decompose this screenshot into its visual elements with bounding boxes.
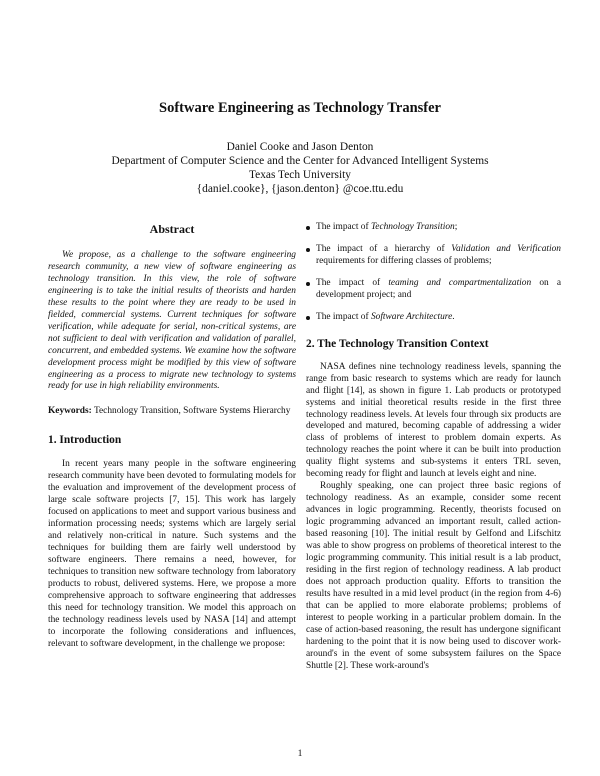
- section-1-text: In recent years many people in the software engineering research community have been devoted to formulating models for the evaluation and improvement of the development process of large scale software projects [7, 15]. This work has largely focused on applications to meet and support various business and information processing needs; systems which are largely serial and relatively non-critical in nature. Such systems and the techniques for building them are fairly well understood by software engineers. There remains a need, however, for techniques to transition new software technology from laboratory products to robust, delivered systems. Here, we propose a more comprehensive approach to software engineering that addresses this need for technology transition. We model this approach on the technology readiness levels used by NASA [14] and attempt to incorporate the following considerations and influences, relevant to software development, in the challenge we propose:: [48, 459, 296, 649]
- section-2-heading: 2. The Technology Transition Context: [306, 337, 489, 350]
- right-column: [306, 222, 561, 673]
- paper-title: Software Engineering as Technology Transfer: [159, 100, 441, 116]
- page-number: 1: [297, 748, 303, 759]
- section-2-para-2: Roughly speaking, one can project three basic regions of technology readiness. As an example, consider some recent advances in logic programming. Recently, theorists focused on logic programming advanced an important result, called action-based reasoning [10]. The initial result by Gelfond and Lifschitz was able to show progress on problems of theoretical interest to the logic programming community. This initial result is a lab product, residing in the first region of technology readiness. A lab product does not approach production quality. Efforts to transition the results have resulted in a mid level product (in the region from 4-6) that can be applied to more elaborate problems; problems of interest to people working in a particular problem domain. In the case of action-based reasoning, the result has undergone significant hardening to the point that it is now being used to discover work-around's in the event of some subsystem failures on the Space Shuttle [2]. These work-around's: [306, 481, 561, 671]
- bullet-icon: [306, 282, 310, 286]
- bullet-icon: [306, 248, 310, 252]
- author-names: Daniel Cooke and Jason Denton: [226, 141, 374, 153]
- list-item: The impact of Technology Transition;: [306, 222, 561, 234]
- keywords: [48, 405, 296, 417]
- list-item: The impact of a hierarchy of Validation and Verification requirements for differing classes of problems;: [306, 244, 561, 268]
- section-1-heading: 1. Introduction: [48, 434, 122, 447]
- bullet-list: [306, 222, 561, 324]
- list-item: The impact of Software Architecture.: [306, 312, 561, 324]
- bullet-icon: [306, 226, 310, 230]
- author-block: [0, 140, 600, 196]
- abstract-heading: Abstract: [149, 222, 195, 236]
- author-department: Department of Computer Science and the Center for Advanced Intelligent Systems: [111, 155, 489, 167]
- left-column: [48, 222, 296, 651]
- section-2-para-1: NASA defines nine technology readiness levels, spanning the range from basic research to systems which are ready for launch and flight [14], as shown in figure 1. Lab products or prototyped systems and initial theoretical results reside in the first three technology readiness levels. At levels four through six products are developed and matured, becoming capable of addressing a wider class of problems of interest to problem domain experts. As technology reaches the point where it can be built into production quality flight systems and sub-systems it enters TRL seven, becoming ready for flight and launch at levels eight and nine.: [306, 361, 561, 480]
- author-emails: {daniel.cooke}, {jason.denton} @coe.ttu.edu: [196, 183, 404, 195]
- keywords-label: Keywords:: [48, 406, 92, 417]
- keywords-text: Technology Transition, Software Systems Hierarchy: [93, 406, 291, 417]
- author-university: Texas Tech University: [249, 169, 351, 181]
- list-item: The impact of teaming and compartmentalization on a development project; and: [306, 278, 561, 302]
- bullet-icon: [306, 316, 310, 320]
- abstract-text: We propose, as a challenge to the software engineering research community, a new view of software engineering as technology transition. In this view, the role of software engineering is to take the initial results of theorists and harden these results to the point where they are ready to be used in fielded, commercial systems. Current techniques for software verification, while adequate for serial, non-critical systems, are not sufficient to deal with verification and validation of parallel, concurrent, and embedded systems. We examine how the software development process might be modified by this view of software engineering as a process to migrate new technology to systems ready for use in high reliability environments.: [48, 250, 296, 392]
